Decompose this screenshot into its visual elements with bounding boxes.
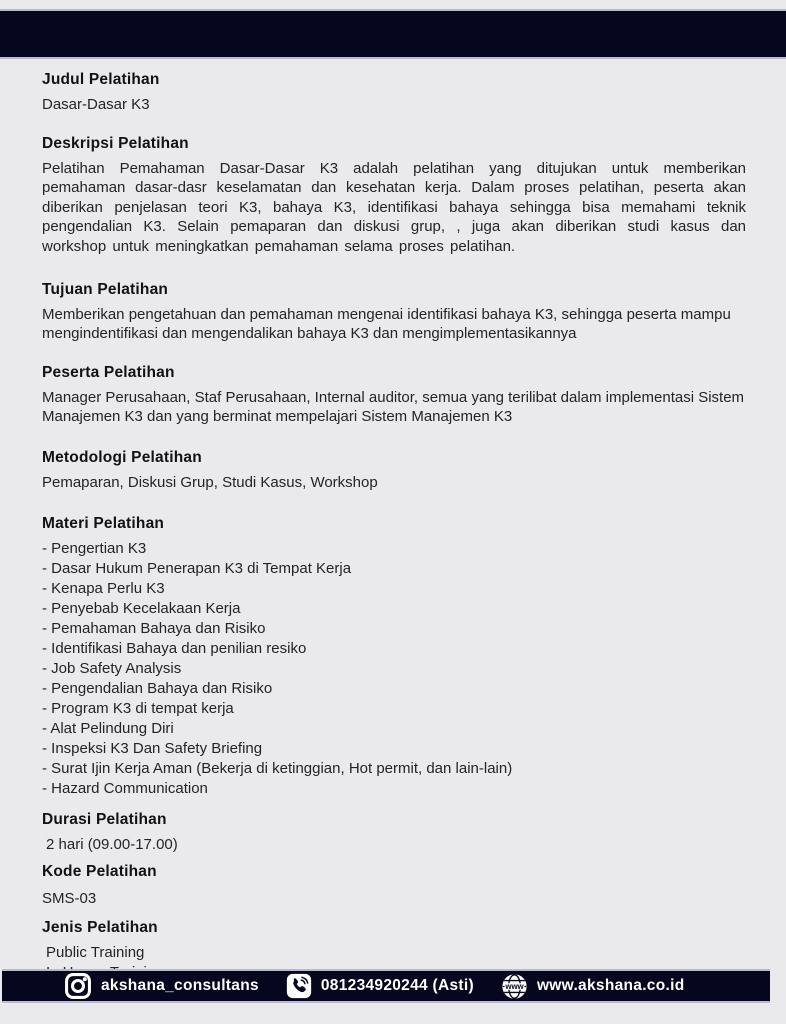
durasi-heading: Durasi Pelatihan [42,810,167,828]
phone-icon [286,973,312,999]
section-judul-pelatihan [42,71,746,115]
materi-item: - Inspeksi K3 Dan Safety Briefing [42,739,263,757]
durasi-value: 2 hari (09.00-17.00) [46,835,178,853]
materi-item: - Pengertian K3 [42,539,147,557]
materi-item: - Program K3 di tempat kerja [42,699,234,717]
materi-item: - Dasar Hukum Penerapan K3 di Tempat Kerja [42,559,352,577]
jenis-heading: Jenis Pelatihan [42,918,158,936]
metodologi-body: Pemaparan, Diskusi Grup, Studi Kasus, Workshop [42,473,378,491]
instagram-icon [64,972,92,1000]
instagram-handle: akshana_consultans [101,977,259,994]
kode-value: SMS-03 [42,890,97,908]
materi-heading: Materi Pelatihan [42,514,165,532]
globe-icon [501,973,528,1000]
materi-item: - Alat Pelindung Diri [42,719,174,737]
section-peserta-pelatihan [42,364,746,427]
footer-band [2,969,770,1003]
header-band [0,9,786,59]
metodologi-heading: Metodologi Pelatihan [42,448,202,466]
website-url: www.akshana.co.id [536,977,685,994]
materi-item: - Pemahaman Bahaya dan Risiko [42,619,266,637]
section-deskripsi-pelatihan [42,135,746,257]
phone-number: 081234920244 (Asti) [320,977,474,994]
judul-heading: Judul Pelatihan [42,71,160,88]
section-materi-pelatihan [42,515,746,799]
svg-text:www: www [505,981,524,991]
materi-item: - Penyebab Kecelakaan Kerja [42,599,241,617]
materi-item: - Identifikasi Bahaya dan penilian resiko [42,639,307,657]
materi-item: - Job Safety Analysis [42,659,182,677]
materi-item: - Hazard Communication [42,779,208,797]
deskripsi-body: Pelatihan Pemahaman Dasar-Dasar K3 adalah pelatihan yang ditujukan untuk memberikan pemahaman dasar-dasr keselamatan dan kesehatan kerja. Dalam proses pelatihan, peserta akan diberikan penjelasan teori K3, bahaya K3, identifikasi bahaya sehingga bisa memahami teknik pengendalian K3. Selain pemaparan dan diskusi grup, , juga akan diberikan studi kasus dan workshop untuk meningkatkan pemahaman selama proses pelatihan. [42,159,746,255]
materi-item: - Surat Ijin Kerja Aman (Bekerja di ketinggian, Hot permit, dan lain-lain) [42,759,513,777]
contact-instagram [64,972,259,1000]
kode-heading: Kode Pelatihan [42,863,157,881]
tujuan-body: Memberikan pengetahuan dan pemahaman mengenai identifikasi bahaya K3, sehingga peserta mampu mengindentifikasi dan mengendalikan bahaya K3 dan mengimplementasikannya [42,305,731,343]
jenis-value-public: Public Training [46,943,145,961]
materi-item: - Kenapa Perlu K3 [42,579,165,597]
deskripsi-heading: Deskripsi Pelatihan [42,134,189,152]
section-metodologi-pelatihan [42,449,746,493]
section-kode-pelatihan [42,863,746,909]
flyer-content [42,71,746,983]
section-tujuan-pelatihan [42,281,746,344]
contact-website [501,973,685,1000]
peserta-heading: Peserta Pelatihan [42,363,175,381]
tujuan-heading: Tujuan Pelatihan [42,280,169,298]
judul-value: Dasar-Dasar K3 [42,96,150,113]
contact-phone [286,973,474,999]
peserta-body: Manager Perusahaan, Staf Perusahaan, Internal auditor, semua yang terilibat dalam implementasi Sistem Manajemen K3 dan yang berminat mempelajari Sistem Manajemen K3 [42,388,745,426]
section-durasi-pelatihan [42,811,746,855]
materi-item: - Pengendalian Bahaya dan Risiko [42,679,273,697]
